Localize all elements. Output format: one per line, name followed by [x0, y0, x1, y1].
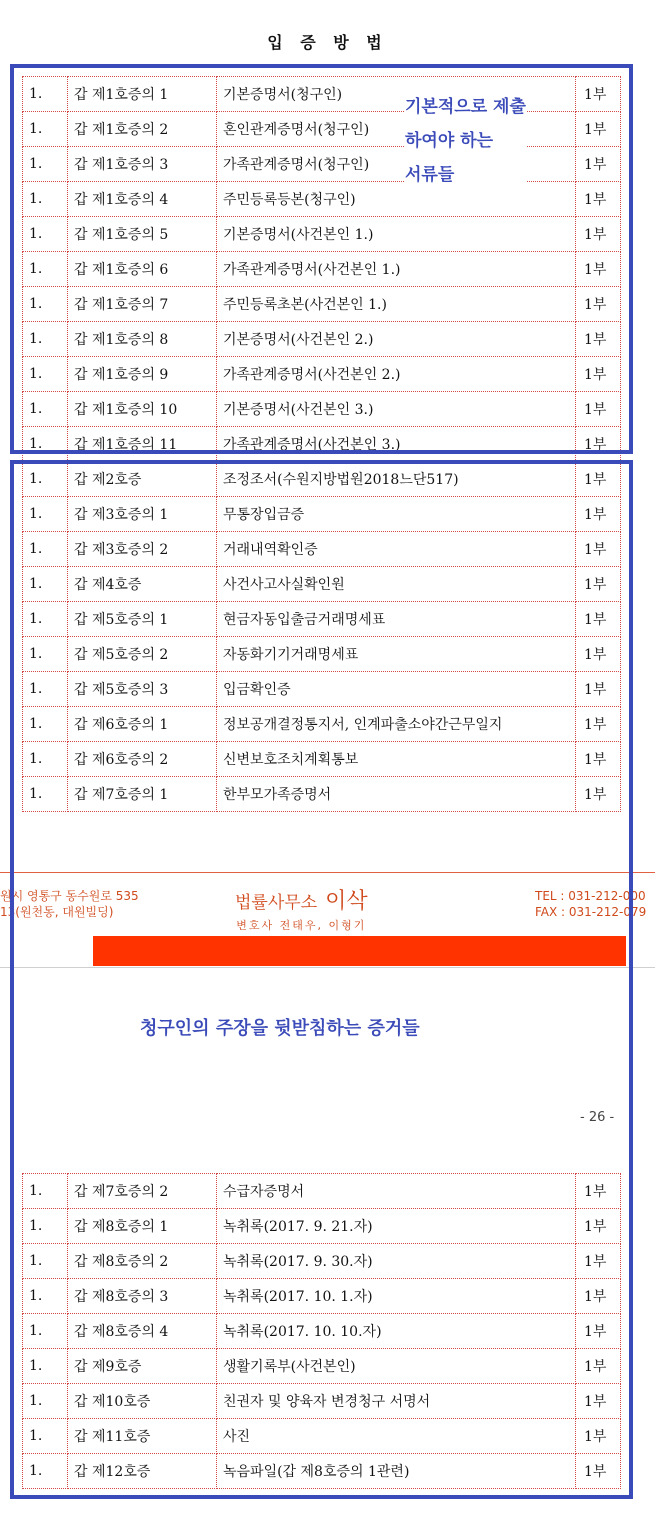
evidence-quantity: 1부 — [576, 1314, 621, 1349]
evidence-quantity: 1부 — [576, 1244, 621, 1279]
row-number: 1. — [23, 252, 68, 287]
row-number: 1. — [23, 742, 68, 777]
evidence-description: 가족관계증명서(청구인) — [217, 147, 576, 182]
evidence-quantity: 1부 — [576, 427, 621, 462]
evidence-code: 갑 제1호증의 6 — [68, 252, 217, 287]
evidence-quantity: 1부 — [576, 392, 621, 427]
evidence-quantity: 1부 — [576, 182, 621, 217]
evidence-code: 갑 제1호증의 7 — [68, 287, 217, 322]
row-number: 1. — [23, 1314, 68, 1349]
supporting-evidence-box — [10, 460, 633, 1499]
evidence-quantity: 1부 — [576, 77, 621, 112]
evidence-code: 갑 제3호증의 1 — [68, 497, 217, 532]
evidence-quantity: 1부 — [576, 672, 621, 707]
firm-name: 법률사무소 — [235, 893, 318, 913]
evidence-code: 갑 제9호증 — [68, 1349, 217, 1384]
evidence-description: 사건사고사실확인원 — [217, 567, 576, 602]
evidence-description: 가족관계증명서(사건본인 3.) — [217, 427, 576, 462]
evidence-description: 사진 — [217, 1419, 576, 1454]
footer-address-line2: 13(원천동, 대원빌딩) — [0, 905, 114, 919]
row-number: 1. — [23, 287, 68, 322]
firm-lawyers: 변호사 전태우, 이형기 — [236, 919, 367, 932]
row-number: 1. — [23, 497, 68, 532]
evidence-quantity: 1부 — [576, 252, 621, 287]
evidence-description: 친권자 및 양육자 변경청구 서명서 — [217, 1384, 576, 1419]
evidence-description: 자동화기기거래명세표 — [217, 637, 576, 672]
evidence-code: 갑 제1호증의 4 — [68, 182, 217, 217]
evidence-code: 갑 제4호증 — [68, 567, 217, 602]
evidence-description: 기본증명서(사건본인 3.) — [217, 392, 576, 427]
evidence-code: 갑 제7호증의 1 — [68, 777, 217, 812]
evidence-quantity: 1부 — [576, 322, 621, 357]
evidence-description: 녹취록(2017. 10. 1.자) — [217, 1279, 576, 1314]
note-basic-line1: 기본적으로 제출 — [405, 97, 526, 117]
evidence-quantity: 1부 — [576, 742, 621, 777]
evidence-description: 주민등록등본(청구인) — [217, 182, 576, 217]
row-number: 1. — [23, 672, 68, 707]
row-number: 1. — [23, 1454, 68, 1489]
evidence-description: 거래내역확인증 — [217, 532, 576, 567]
footer-address-line1: 원시 영통구 동수원로 535 — [0, 889, 139, 903]
evidence-description: 수급자증명서 — [217, 1174, 576, 1209]
note-basic-line3: 서류들 — [405, 165, 455, 185]
row-number: 1. — [23, 1244, 68, 1279]
row-number: 1. — [23, 1279, 68, 1314]
page-title: 입 증 방 법 — [267, 33, 388, 52]
evidence-code: 갑 제5호증의 3 — [68, 672, 217, 707]
evidence-quantity: 1부 — [576, 1419, 621, 1454]
evidence-description: 가족관계증명서(사건본인 2.) — [217, 357, 576, 392]
evidence-quantity: 1부 — [576, 147, 621, 182]
row-number: 1. — [23, 1384, 68, 1419]
evidence-description: 기본증명서(사건본인 2.) — [217, 322, 576, 357]
evidence-description: 녹취록(2017. 9. 30.자) — [217, 1244, 576, 1279]
evidence-description: 현금자동입출금거래명세표 — [217, 602, 576, 637]
evidence-code: 갑 제1호증의 1 — [68, 77, 217, 112]
evidence-code: 갑 제1호증의 2 — [68, 112, 217, 147]
evidence-description: 녹취록(2017. 10. 10.자) — [217, 1314, 576, 1349]
evidence-code: 갑 제1호증의 9 — [68, 357, 217, 392]
footer-fax: FAX : 031-212-079 — [535, 905, 647, 919]
evidence-code: 갑 제12호증 — [68, 1454, 217, 1489]
evidence-code: 갑 제8호증의 2 — [68, 1244, 217, 1279]
row-number: 1. — [23, 532, 68, 567]
footer-tel: TEL : 031-212-000 — [535, 889, 646, 903]
row-number: 1. — [23, 112, 68, 147]
row-number: 1. — [23, 707, 68, 742]
evidence-code: 갑 제5호증의 1 — [68, 602, 217, 637]
evidence-quantity: 1부 — [576, 707, 621, 742]
evidence-code: 갑 제10호증 — [68, 1384, 217, 1419]
row-number: 1. — [23, 462, 68, 497]
row-number: 1. — [23, 602, 68, 637]
row-number: 1. — [23, 357, 68, 392]
evidence-description: 가족관계증명서(사건본인 1.) — [217, 252, 576, 287]
evidence-description: 녹취록(2017. 9. 21.자) — [217, 1209, 576, 1244]
evidence-code: 갑 제6호증의 1 — [68, 707, 217, 742]
page-number: - 26 - — [580, 1110, 615, 1125]
evidence-code: 갑 제8호증의 1 — [68, 1209, 217, 1244]
row-number: 1. — [23, 1209, 68, 1244]
row-number: 1. — [23, 427, 68, 462]
row-number: 1. — [23, 777, 68, 812]
evidence-code: 갑 제1호증의 8 — [68, 322, 217, 357]
firm-brand: 이삭 — [325, 889, 368, 914]
evidence-quantity: 1부 — [576, 1174, 621, 1209]
row-number: 1. — [23, 637, 68, 672]
evidence-quantity: 1부 — [576, 112, 621, 147]
evidence-quantity: 1부 — [576, 497, 621, 532]
evidence-code: 갑 제1호증의 10 — [68, 392, 217, 427]
evidence-quantity: 1부 — [576, 357, 621, 392]
evidence-quantity: 1부 — [576, 567, 621, 602]
evidence-code: 갑 제1호증의 3 — [68, 147, 217, 182]
evidence-description: 조정조서(수원지방법원2018느단517) — [217, 462, 576, 497]
evidence-description: 혼인관계증명서(청구인) — [217, 112, 576, 147]
evidence-quantity: 1부 — [576, 1279, 621, 1314]
note-supporting-evidence: 청구인의 주장을 뒷받침하는 증거들 — [140, 1018, 420, 1039]
note-basic-documents — [405, 90, 526, 192]
evidence-code: 갑 제8호증의 4 — [68, 1314, 217, 1349]
evidence-description: 신변보호조치계획통보 — [217, 742, 576, 777]
row-number: 1. — [23, 567, 68, 602]
evidence-quantity: 1부 — [576, 1454, 621, 1489]
row-number: 1. — [23, 392, 68, 427]
row-number: 1. — [23, 1349, 68, 1384]
evidence-quantity: 1부 — [576, 532, 621, 567]
evidence-quantity: 1부 — [576, 217, 621, 252]
evidence-quantity: 1부 — [576, 777, 621, 812]
evidence-code: 갑 제6호증의 2 — [68, 742, 217, 777]
evidence-description: 생활기록부(사건본인) — [217, 1349, 576, 1384]
row-number: 1. — [23, 77, 68, 112]
evidence-code: 갑 제7호증의 2 — [68, 1174, 217, 1209]
evidence-description: 기본증명서(사건본인 1.) — [217, 217, 576, 252]
evidence-quantity: 1부 — [576, 1209, 621, 1244]
evidence-code: 갑 제5호증의 2 — [68, 637, 217, 672]
evidence-description: 한부모가족증명서 — [217, 777, 576, 812]
evidence-description: 정보공개결정통지서, 인계파출소야간근무일지 — [217, 707, 576, 742]
evidence-description: 기본증명서(청구인) — [217, 77, 576, 112]
row-number: 1. — [23, 1174, 68, 1209]
evidence-quantity: 1부 — [576, 637, 621, 672]
evidence-code: 갑 제11호증 — [68, 1419, 217, 1454]
evidence-code: 갑 제1호증의 5 — [68, 217, 217, 252]
evidence-quantity: 1부 — [576, 602, 621, 637]
row-number: 1. — [23, 182, 68, 217]
evidence-code: 갑 제8호증의 3 — [68, 1279, 217, 1314]
note-basic-line2: 하여야 하는 — [405, 131, 494, 151]
row-number: 1. — [23, 217, 68, 252]
evidence-description: 무통장입금증 — [217, 497, 576, 532]
row-number: 1. — [23, 322, 68, 357]
evidence-quantity: 1부 — [576, 1384, 621, 1419]
basic-documents-box — [10, 64, 633, 454]
evidence-code: 갑 제2호증 — [68, 462, 217, 497]
evidence-quantity: 1부 — [576, 462, 621, 497]
evidence-description: 녹음파일(갑 제8호증의 1관련) — [217, 1454, 576, 1489]
row-number: 1. — [23, 147, 68, 182]
evidence-description: 입금확인증 — [217, 672, 576, 707]
evidence-code: 갑 제3호증의 2 — [68, 532, 217, 567]
evidence-description: 주민등록초본(사건본인 1.) — [217, 287, 576, 322]
row-number: 1. — [23, 1419, 68, 1454]
evidence-quantity: 1부 — [576, 287, 621, 322]
evidence-quantity: 1부 — [576, 1349, 621, 1384]
evidence-code: 갑 제1호증의 11 — [68, 427, 217, 462]
